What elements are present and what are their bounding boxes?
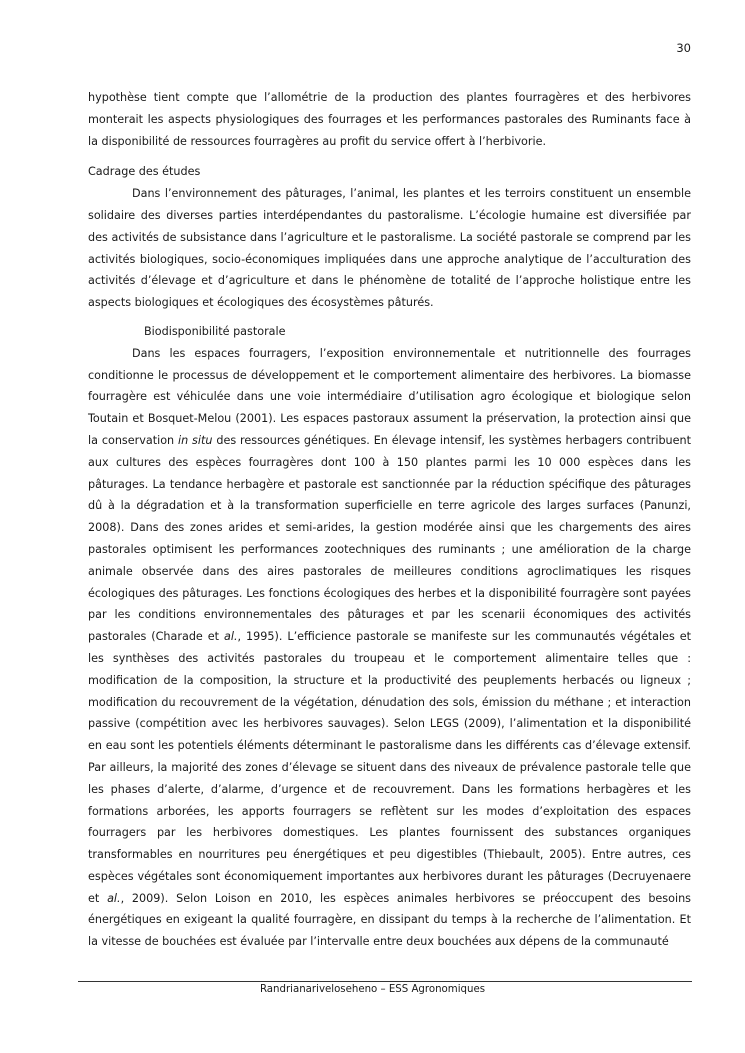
paragraph-text: , 1995). L’efficience pastorale se manifeste sur les communautés végétales et les synthèses des activités pastorales du troupeau et le comportement alimentaire telles que : modification de la composition, la structure et la productivité des peuplements herbacés ou ligneux ; modification du recouvrement de la végétation, dénudation des sols, émission du méthane ; et interaction passive (compétition avec les herbivores sauvages). Selon LEGS (2009), l’alimentation et la disponibilité en eau sont les potentiels éléments déterminant le pastoralisme dans les différents cas d’élevage extensif. Par ailleurs, la majorité des zones d’élevage se situent dans des niveaux de prévalence pastorale telle que les phases d’alerte, d’alarme, d’urgence et de recouvrement. Dans les formations herbagères et les formations arborées, les apports fourragers se reflètent sur les modes d’exploitation des espaces fourragers par les herbivores domestiques. Les plantes fournissent des substances organiques transformables en nourritures peu énergétiques et peu digestibles (Thiebault, 2005). Entre autres, ces espèces végétales sont économiquement importantes aux herbivores durant les pâturages (Decruyenaere et (88, 630, 691, 905)
page-footer: Randrianariveloseheno – ESS Agronomiques (259, 984, 486, 995)
paragraph-text: , 2009). Selon Loison en 2010, les espèces animales herbivores se préoccupent des besoins énergétiques en exigeant la qualité fourragère, en dissipant du temps à la recherche de l’alimentation. Et la vitesse de bouchées est évaluée par l’intervalle entre deux bouchées aux dépens de la communauté (88, 891, 692, 949)
page-number: 30 (676, 41, 691, 55)
section-paragraph: Dans l’environnement des pâturages, l’animal, les plantes et les terroirs constituent un ensemble solidaire des diverses parties interdépendantes du pastoralisme. L’écologie humaine est diversifiée par des activités de subsistance dans l’agriculture et le pastoralisme. La société pastorale se comprend par les activités biologiques, socio-économiques impliquées dans une approche analytique de l’acculturation des activités d’élevage et d’agriculture et dans le phénomène de totalité de l’approche holistique entre les aspects biologiques et écologiques des écosystèmes pâturés. (88, 187, 691, 310)
subsection-paragraph (88, 343, 691, 953)
paragraph-text: Dans les espaces fourragers, l’exposition environnementale et nutritionnelle des fourrages conditionne le processus de développement et le comportement alimentaire des herbivores. La biomasse fourragère est véhiculée dans une voie intermédiaire d’utilisation agro écologique et biologique selon Toutain et Bosquet-Melou (2001). Les espaces pastoraux assument la préservation, la protection ainsi que la conservation (88, 346, 691, 447)
italic-term: al. (107, 891, 121, 905)
footer-divider (78, 981, 692, 982)
subsection-heading: Biodisponibilité pastorale (144, 324, 286, 338)
section-heading: Cadrage des études (88, 165, 201, 179)
paragraph-text: des ressources génétiques. En élevage intensif, les systèmes herbagers contribuent aux cultures des espèces fourragères dont 100 à 150 plantes parmi les 10 000 espèces dans les pâturages. La tendance herbagère et pastorale est sanctionnée par la réduction spécifique des pâturages dû à la dégradation et à la transformation superficielle en terre agricole des larges surfaces (Panunzi, 2008). Dans des zones arides et semi-arides, la gestion modérée ainsi que les chargements des aires pastorales optimisent les performances zootechniques des ruminants ; une amélioration de la charge animale observée dans des aires pastorales de meilleures conditions agroclimatiques les risques écologiques des pâturages. Les fonctions écologiques des herbes et la disponibilité fourragère sont payées par les conditions environnementales des pâturages et par les scenarii économiques des activités pastorales (Charade et (88, 433, 692, 644)
intro-paragraph: hypothèse tient compte que l’allométrie de la production des plantes fourragères et des herbivores monterait les aspects physiologiques des fourrages et les performances pastorales des Ruminants face à la disponibilité de ressources fourragères au profit du service offert à l’herbivorie. (88, 91, 691, 148)
page-content (88, 87, 691, 953)
italic-term: al. (224, 630, 238, 644)
italic-term: in situ (178, 433, 213, 447)
